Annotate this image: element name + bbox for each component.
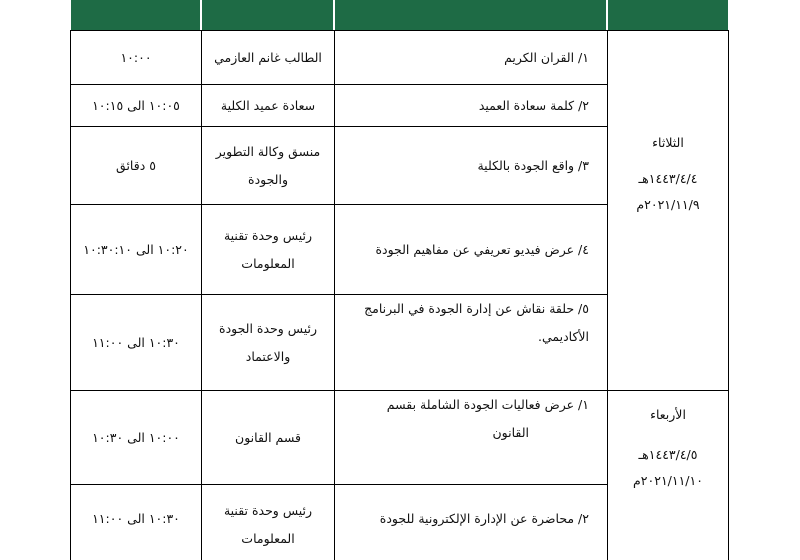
day-cell <box>608 402 728 494</box>
table-cell-presenter: رئيس وحدة الجودة والاعتماد <box>219 320 317 364</box>
day-gregorian-date: ٢٠٢١/١١/١٠م <box>633 473 703 488</box>
table-cell-topic: ٣/ واقع الجودة بالكلية <box>477 157 589 173</box>
table-cell-topic: ٢/ محاضرة عن الإدارة الإلكترونية للجودة <box>379 511 589 526</box>
day-hijri-date: ١٤٤٣/٤/٤هـ <box>638 171 698 186</box>
table-cell-time: ١٠:٠٥ الى ١٠:١٥ <box>92 97 180 113</box>
day-gregorian-date: ٢٠٢١/١١/٩م <box>636 197 700 212</box>
table-cell-time: ١٠:٠٠ الى ١٠:٣٠ <box>92 429 180 445</box>
table-cell-topic: ٥/ حلقة نقاش عن إدارة الجودة في البرنامج الأكاديمي. <box>364 301 589 344</box>
day-hijri-date: ١٤٤٣/٤/٥هـ <box>638 447 698 462</box>
table-cell-topic: ١/ عرض فعاليات الجودة الشاملة بقسم القانون <box>386 397 589 440</box>
table-cell-presenter: منسق وكالة التطوير والجودة <box>215 143 321 187</box>
header-cell-day <box>608 0 728 30</box>
header-cell-topic <box>335 0 606 30</box>
table-cell-time: ١٠:٣٠ الى ١١:٠٠ <box>92 334 180 350</box>
table-cell-time: ١٠:٣٠ الى ١١:٠٠ <box>92 511 180 526</box>
day-cell <box>608 130 728 218</box>
table-cell-topic: ٢/ كلمة سعادة العميد <box>478 97 589 113</box>
day-name: الثلاثاء <box>652 135 684 150</box>
grid-line <box>728 30 729 560</box>
table-cell-topic: ٤/ عرض فيديو تعريفي عن مفاهيم الجودة <box>375 241 589 257</box>
table-cell-time: ٥ دقائق <box>116 157 156 173</box>
table-cell-presenter: رئيس وحدة تقنية المعلومات <box>223 503 313 546</box>
table-cell-time: ١٠:٠٠ <box>120 49 152 65</box>
header-cell-presenter <box>202 0 333 30</box>
table-cell-presenter: قسم القانون <box>235 429 301 445</box>
table-cell-time: ١٠:٢٠ الى ١٠:٣٠:١٠ <box>83 241 189 257</box>
table-cell-presenter: الطالب غانم العازمي <box>214 49 322 65</box>
header-cell-time <box>71 0 200 30</box>
table-cell-presenter: رئيس وحدة تقنية المعلومات <box>223 227 313 271</box>
table-cell-topic: ١/ القران الكريم <box>504 49 589 65</box>
day-name: الأربعاء <box>650 407 686 422</box>
table-cell-presenter: سعادة عميد الكلية <box>220 97 316 113</box>
